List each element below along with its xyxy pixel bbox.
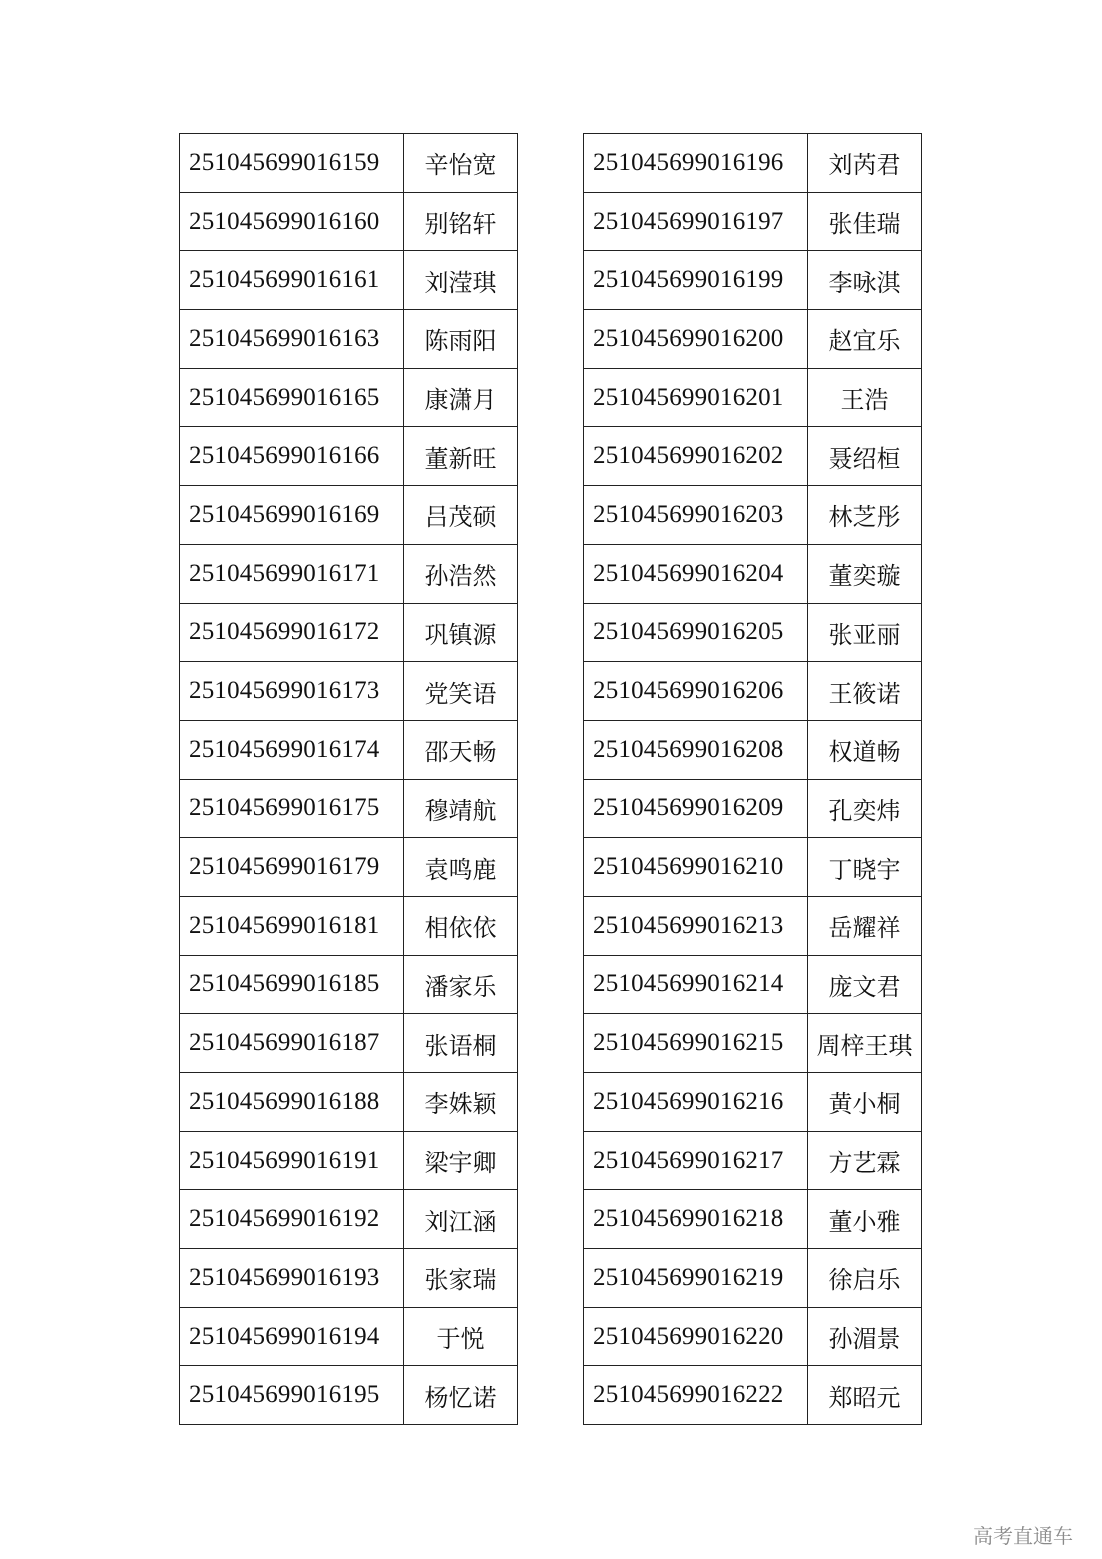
admission-number-cell: 251045699016160 bbox=[180, 192, 404, 251]
admission-number-cell: 251045699016206 bbox=[584, 662, 808, 721]
student-name-cell: 张语桐 bbox=[404, 1014, 518, 1073]
student-name-cell: 梁宇卿 bbox=[404, 1131, 518, 1190]
student-name-cell: 刘芮君 bbox=[808, 134, 922, 193]
student-name-cell: 孙湄景 bbox=[808, 1307, 922, 1366]
table-row bbox=[584, 662, 922, 721]
admission-number-cell: 251045699016208 bbox=[584, 720, 808, 779]
admission-number-cell: 251045699016194 bbox=[180, 1307, 404, 1366]
table-row bbox=[584, 486, 922, 545]
admission-number-cell: 251045699016215 bbox=[584, 1014, 808, 1073]
student-name-cell: 林芝彤 bbox=[808, 486, 922, 545]
table-row bbox=[584, 603, 922, 662]
table-row bbox=[180, 310, 518, 369]
admission-number-cell: 251045699016185 bbox=[180, 955, 404, 1014]
table-row bbox=[584, 251, 922, 310]
table-row bbox=[584, 1073, 922, 1132]
table-row bbox=[180, 192, 518, 251]
admission-number-cell: 251045699016222 bbox=[584, 1366, 808, 1425]
admission-number-cell: 251045699016210 bbox=[584, 838, 808, 897]
table-row bbox=[584, 134, 922, 193]
admission-number-cell: 251045699016191 bbox=[180, 1131, 404, 1190]
student-name-cell: 岳耀祥 bbox=[808, 896, 922, 955]
student-name-cell: 郑昭元 bbox=[808, 1366, 922, 1425]
table-row bbox=[584, 1131, 922, 1190]
admission-number-cell: 251045699016174 bbox=[180, 720, 404, 779]
student-name-cell: 张亚丽 bbox=[808, 603, 922, 662]
admission-number-cell: 251045699016199 bbox=[584, 251, 808, 310]
student-name-cell: 王筱诺 bbox=[808, 662, 922, 721]
student-name-cell: 黄小桐 bbox=[808, 1073, 922, 1132]
admission-number-cell: 251045699016203 bbox=[584, 486, 808, 545]
table-row bbox=[584, 896, 922, 955]
admission-number-cell: 251045699016169 bbox=[180, 486, 404, 545]
student-name-cell: 刘江涵 bbox=[404, 1190, 518, 1249]
student-name-cell: 徐启乐 bbox=[808, 1249, 922, 1308]
student-name-cell: 潘家乐 bbox=[404, 955, 518, 1014]
table-row bbox=[180, 368, 518, 427]
student-name-cell: 辛怡宽 bbox=[404, 134, 518, 193]
student-name-cell: 孔奕炜 bbox=[808, 779, 922, 838]
table-row bbox=[180, 955, 518, 1014]
table-row bbox=[180, 1249, 518, 1308]
table-row bbox=[584, 310, 922, 369]
table-row bbox=[180, 662, 518, 721]
table-row bbox=[584, 427, 922, 486]
student-name-cell: 于悦 bbox=[404, 1307, 518, 1366]
left-roster-body bbox=[180, 134, 518, 1425]
admission-number-cell: 251045699016193 bbox=[180, 1249, 404, 1308]
student-name-cell: 李咏淇 bbox=[808, 251, 922, 310]
student-name-cell: 赵宜乐 bbox=[808, 310, 922, 369]
table-row bbox=[180, 1014, 518, 1073]
student-name-cell: 陈雨阳 bbox=[404, 310, 518, 369]
table-row bbox=[180, 1073, 518, 1132]
admission-number-cell: 251045699016197 bbox=[584, 192, 808, 251]
student-name-cell: 巩镇源 bbox=[404, 603, 518, 662]
admission-number-cell: 251045699016202 bbox=[584, 427, 808, 486]
admission-number-cell: 251045699016171 bbox=[180, 544, 404, 603]
table-row bbox=[180, 1307, 518, 1366]
admission-number-cell: 251045699016219 bbox=[584, 1249, 808, 1308]
table-row bbox=[180, 838, 518, 897]
table-row bbox=[584, 1366, 922, 1425]
student-name-cell: 李姝颖 bbox=[404, 1073, 518, 1132]
student-name-cell: 康潇月 bbox=[404, 368, 518, 427]
table-row bbox=[180, 1190, 518, 1249]
right-roster-body bbox=[584, 134, 922, 1425]
student-name-cell: 别铭轩 bbox=[404, 192, 518, 251]
right-roster-table bbox=[583, 133, 922, 1425]
admission-number-cell: 251045699016204 bbox=[584, 544, 808, 603]
student-name-cell: 吕茂硕 bbox=[404, 486, 518, 545]
admission-number-cell: 251045699016220 bbox=[584, 1307, 808, 1366]
admission-number-cell: 251045699016159 bbox=[180, 134, 404, 193]
student-name-cell: 孙浩然 bbox=[404, 544, 518, 603]
admission-number-cell: 251045699016175 bbox=[180, 779, 404, 838]
student-name-cell: 庞文君 bbox=[808, 955, 922, 1014]
student-name-cell: 袁鸣鹿 bbox=[404, 838, 518, 897]
table-row bbox=[584, 192, 922, 251]
table-row bbox=[180, 603, 518, 662]
student-name-cell: 聂绍桓 bbox=[808, 427, 922, 486]
admission-number-cell: 251045699016217 bbox=[584, 1131, 808, 1190]
admission-number-cell: 251045699016187 bbox=[180, 1014, 404, 1073]
student-name-cell: 董新旺 bbox=[404, 427, 518, 486]
admission-number-cell: 251045699016196 bbox=[584, 134, 808, 193]
left-roster-table bbox=[179, 133, 518, 1425]
table-row bbox=[584, 544, 922, 603]
table-row bbox=[584, 838, 922, 897]
table-row bbox=[180, 1131, 518, 1190]
admission-number-cell: 251045699016200 bbox=[584, 310, 808, 369]
admission-number-cell: 251045699016192 bbox=[180, 1190, 404, 1249]
admission-number-cell: 251045699016213 bbox=[584, 896, 808, 955]
student-name-cell: 方艺霖 bbox=[808, 1131, 922, 1190]
admission-number-cell: 251045699016205 bbox=[584, 603, 808, 662]
admission-number-cell: 251045699016163 bbox=[180, 310, 404, 369]
student-name-cell: 张佳瑞 bbox=[808, 192, 922, 251]
table-row bbox=[584, 779, 922, 838]
student-name-cell: 周梓王琪 bbox=[808, 1014, 922, 1073]
table-row bbox=[584, 1190, 922, 1249]
admission-number-cell: 251045699016214 bbox=[584, 955, 808, 1014]
admission-number-cell: 251045699016181 bbox=[180, 896, 404, 955]
admission-number-cell: 251045699016218 bbox=[584, 1190, 808, 1249]
table-row bbox=[180, 427, 518, 486]
admission-number-cell: 251045699016173 bbox=[180, 662, 404, 721]
admission-number-cell: 251045699016165 bbox=[180, 368, 404, 427]
student-name-cell: 杨忆诺 bbox=[404, 1366, 518, 1425]
table-row bbox=[180, 544, 518, 603]
student-name-cell: 党笑语 bbox=[404, 662, 518, 721]
table-row bbox=[584, 368, 922, 427]
student-name-cell: 刘滢琪 bbox=[404, 251, 518, 310]
student-name-cell: 穆靖航 bbox=[404, 779, 518, 838]
student-name-cell: 董小雅 bbox=[808, 1190, 922, 1249]
table-row bbox=[180, 134, 518, 193]
table-row bbox=[180, 251, 518, 310]
student-name-cell: 丁晓宇 bbox=[808, 838, 922, 897]
admission-number-cell: 251045699016179 bbox=[180, 838, 404, 897]
watermark-text: 高考直通车 bbox=[973, 1524, 1073, 1548]
table-row bbox=[584, 1014, 922, 1073]
student-name-cell: 相依依 bbox=[404, 896, 518, 955]
admission-number-cell: 251045699016172 bbox=[180, 603, 404, 662]
student-name-cell: 权道畅 bbox=[808, 720, 922, 779]
table-row bbox=[584, 720, 922, 779]
table-row bbox=[584, 955, 922, 1014]
student-name-cell: 王浩 bbox=[808, 368, 922, 427]
table-row bbox=[584, 1307, 922, 1366]
admission-number-cell: 251045699016209 bbox=[584, 779, 808, 838]
admission-number-cell: 251045699016188 bbox=[180, 1073, 404, 1132]
table-row bbox=[180, 779, 518, 838]
table-row bbox=[180, 720, 518, 779]
admission-number-cell: 251045699016161 bbox=[180, 251, 404, 310]
admission-number-cell: 251045699016195 bbox=[180, 1366, 404, 1425]
table-row bbox=[584, 1249, 922, 1308]
student-name-cell: 邵天畅 bbox=[404, 720, 518, 779]
student-name-cell: 董奕璇 bbox=[808, 544, 922, 603]
admission-number-cell: 251045699016166 bbox=[180, 427, 404, 486]
admission-number-cell: 251045699016216 bbox=[584, 1073, 808, 1132]
table-row bbox=[180, 486, 518, 545]
table-row bbox=[180, 896, 518, 955]
table-row bbox=[180, 1366, 518, 1425]
student-name-cell: 张家瑞 bbox=[404, 1249, 518, 1308]
admission-number-cell: 251045699016201 bbox=[584, 368, 808, 427]
